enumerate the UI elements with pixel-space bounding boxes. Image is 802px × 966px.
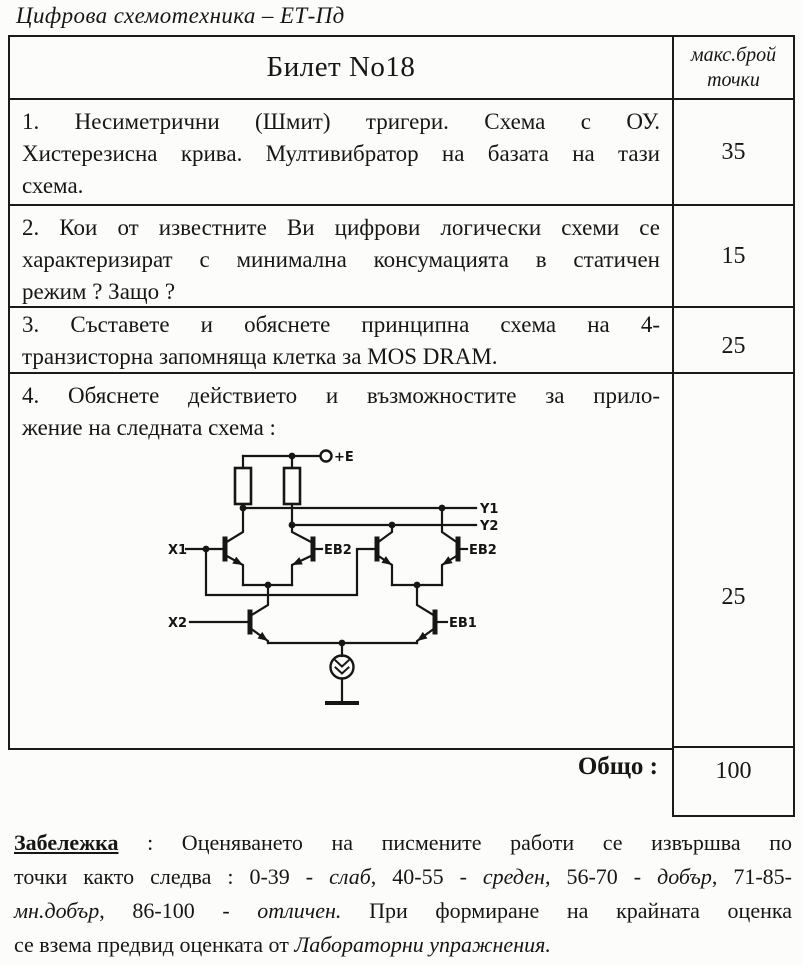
course-title: Цифрова схемотехника – ЕТ-Пд [16, 3, 345, 28]
points-header-line1: макс.брой [690, 43, 777, 66]
points-header [674, 37, 793, 100]
input-x2-label: X2 [168, 616, 188, 631]
ticket-title: Билет No18 [266, 51, 416, 83]
points-column [672, 35, 795, 817]
ref-eb2-left-label: EB2 [324, 543, 352, 558]
points-q4: 25 [674, 374, 793, 748]
input-x1-label: X1 [168, 543, 188, 558]
question-2 [10, 206, 672, 308]
output-y1-label: Y1 [480, 502, 499, 517]
text-line: транзисторна запомняща клетка за MOS DRAM. [22, 344, 498, 369]
supply-label: +E [334, 450, 354, 465]
text-line: режим ? Защо ? [22, 279, 176, 304]
text-line: 4. Обяснете действието и възможностите за прило- [22, 383, 660, 408]
grading-note [14, 826, 792, 962]
question-1 [10, 100, 672, 206]
text-line: Хистерезисна крива. Мултивибратор на базата на тази [22, 141, 660, 166]
circuit-diagram [160, 445, 510, 745]
ticket-title-cell [10, 37, 672, 100]
points-q3: 25 [674, 308, 793, 374]
output-y2-label: Y2 [480, 519, 499, 534]
text-line: характеризират с минимална консумацията в статичен [22, 247, 660, 272]
text-line: 2. Кои от известните Ви цифрови логически схеми се [22, 215, 660, 240]
text-line: жение на следната схема : [22, 415, 276, 440]
note-line: точки както следва : 0-39 - слаб, 40-55 - среден, 56-70 - добър, 71-85- [14, 864, 792, 889]
question-3 [10, 308, 672, 374]
ref-eb1-label: EB1 [449, 616, 477, 631]
resistor-left [235, 468, 251, 504]
supply-terminal [321, 451, 332, 462]
text-line: схема. [22, 173, 84, 198]
text-line: 1. Несиметрични (Шмит) тригери. Схема с ОУ. [22, 109, 660, 134]
resistor-right [284, 468, 300, 504]
points-header-line2: точки [707, 68, 760, 91]
note-line: мн.добър, 86-100 - отличен. При формиране на крайната оценка [14, 898, 792, 923]
note-line: Забележка : Оценяването на писмените работи се извършва по [14, 830, 792, 855]
points-q2: 15 [674, 206, 793, 308]
ref-eb2-right-label: EB2 [469, 543, 497, 558]
text-line: 3. Съставете и обяснете принципна схема на 4- [22, 312, 660, 337]
note-line: се взема предвид оценката от Лабораторни упражнения. [14, 932, 551, 957]
total-label: Общо : [577, 753, 658, 780]
points-q1: 35 [674, 100, 793, 206]
points-total: 100 [715, 758, 752, 784]
